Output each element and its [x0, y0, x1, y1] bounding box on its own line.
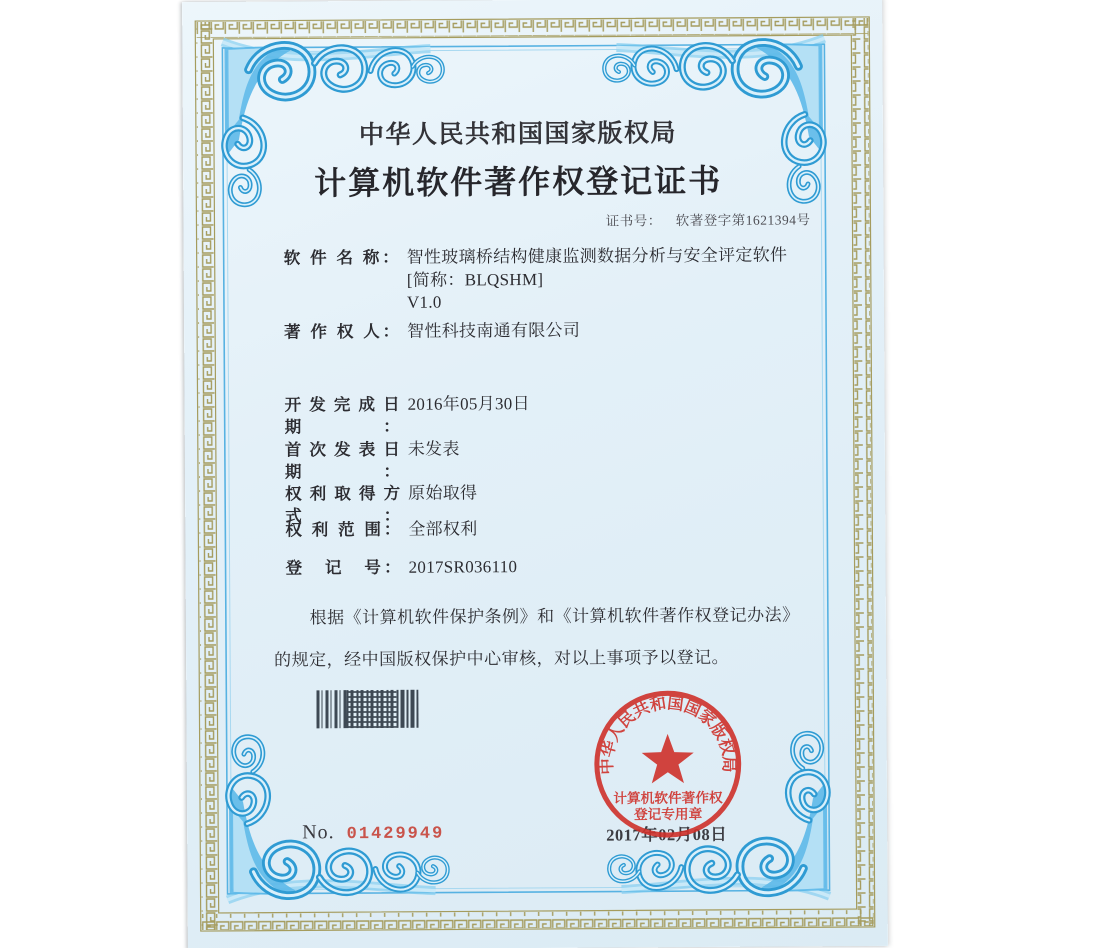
barcode-right-bars: [396, 690, 418, 728]
software-name-line3: V1.0: [406, 292, 442, 312]
field-value: 2017SR036110: [408, 557, 518, 577]
serial-number: 01429949: [346, 824, 445, 845]
barcode-left-bars: [316, 690, 346, 728]
field-value: 未发表: [407, 439, 460, 459]
field-label: 权 利 范 围：: [285, 519, 401, 540]
certificate-number-line: [218, 208, 810, 232]
field-first-publish-date: [285, 438, 460, 483]
serial-number-line: [302, 821, 444, 845]
seal-date: 2017年02月08日: [606, 824, 728, 845]
seal-inner-text-line2: 登记专用章: [633, 806, 703, 823]
field-rights-scope: [285, 518, 477, 542]
field-value: 智性科技南通有限公司: [407, 320, 581, 341]
barcode-2d-block: [346, 690, 396, 728]
serial-prefix: No.: [302, 821, 335, 844]
field-value: 原始取得: [408, 483, 478, 503]
field-dev-complete-date: [285, 393, 531, 438]
software-name-line2: [简称：BLQSHM]: [406, 269, 544, 290]
field-value: [407, 244, 788, 314]
field-label: 登 记 号：: [285, 557, 401, 578]
seal-star-icon: [642, 734, 694, 784]
barcode: [316, 690, 418, 729]
field-label: 权利取得方式：: [285, 483, 401, 526]
field-label: 开发完成日期：: [284, 394, 400, 437]
certificate-paper: [182, 0, 888, 948]
field-label: 首次发表日期：: [284, 439, 401, 482]
official-red-seal: [586, 683, 749, 846]
field-software-name: [284, 244, 788, 315]
registration-statement: 根据《计算机软件保护条例》和《计算机软件著作权登记办法》的规定，经中国版权保护中心审核，对以上事项予以登记。: [274, 605, 800, 670]
field-value: 2016年05月30日: [407, 394, 530, 414]
issuing-authority-title: 中华人民共和国国家版权局: [358, 120, 678, 150]
field-copyright-owner: [284, 320, 580, 344]
certificate-title: 计算机软件著作权登记证书: [314, 162, 723, 202]
field-label: 软 件 名 称：: [283, 247, 399, 268]
seal-ring-text: 中华人民共和国国家版权局: [597, 694, 738, 775]
certificate-number-value: 软著登字第1621394号: [675, 212, 811, 229]
certificate-content: [182, 0, 888, 948]
field-registration-number: [286, 556, 518, 580]
certificate-number-label: 证书号：: [605, 213, 662, 229]
software-name-line1: 智性玻璃桥结构健康监测数据分析与安全评定软件: [406, 245, 788, 267]
field-label: 著 作 权 人：: [284, 321, 400, 342]
seal-inner-text-line1: 计算机软件著作权: [613, 790, 723, 807]
field-value: 全部权利: [408, 519, 478, 539]
